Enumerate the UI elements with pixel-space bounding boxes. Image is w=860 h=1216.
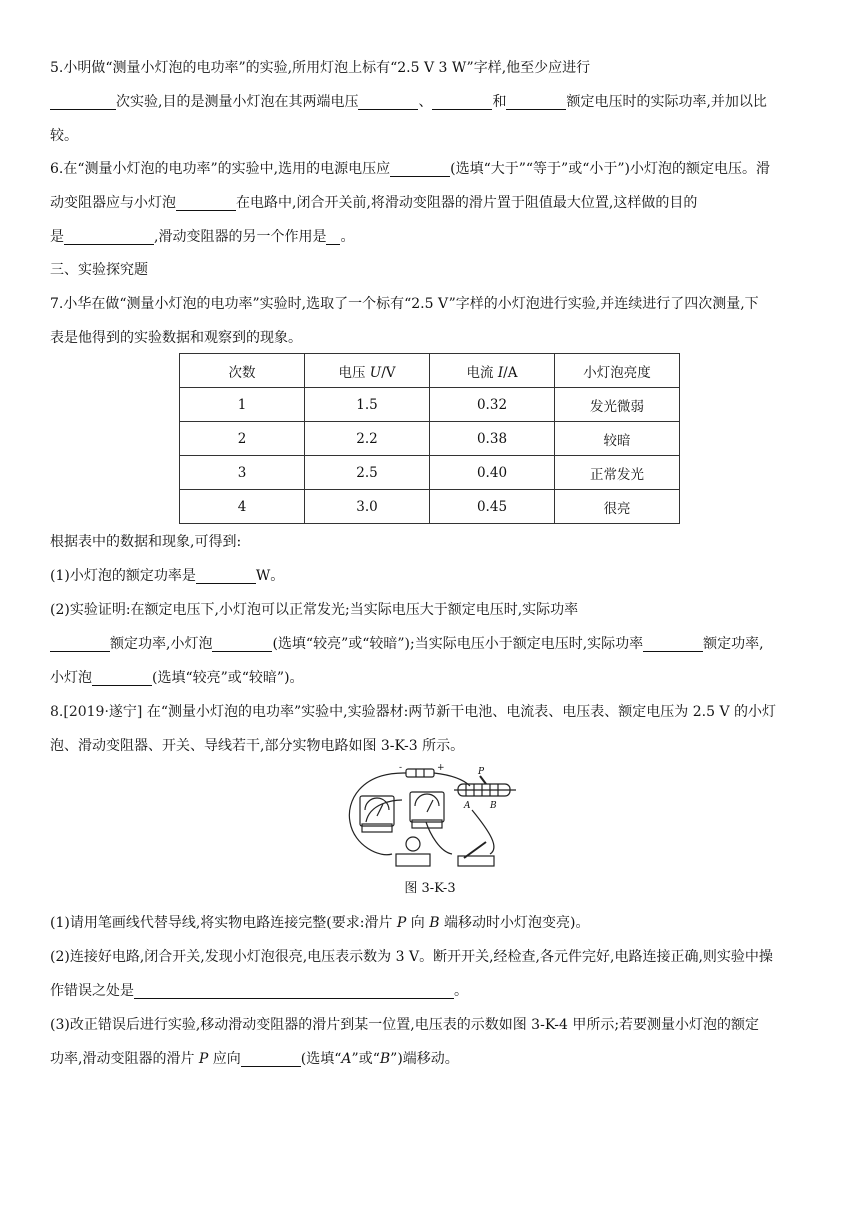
table-cell: 2.5 [305,456,430,490]
q8-part1: (1)请用笔画线代替导线,将实物电路连接完整(要求:滑片 P 向 B 端移动时小灯泡变亮)。 [50,915,590,931]
q5-line2: 次实验,目的是测量小灯泡在其两端电压 、 和 额定电压时的实际功率,并加以比 [50,85,812,119]
table-cell: 2 [180,422,305,456]
table-cell: 2.2 [305,422,430,456]
table-cell: 3.0 [305,490,430,524]
section-title: 三、实验探究题 [50,262,148,278]
table-header-row [180,354,680,388]
ammeter-icon [360,796,394,826]
table-cell: 发光微弱 [555,388,680,422]
table-cell: 1.5 [305,388,430,422]
table-cell: 较暗 [555,422,680,456]
answer-blank[interactable] [176,192,236,211]
question-8 [50,695,812,763]
question-6 [50,152,812,254]
q8-line1: 8.[2019·遂宁] 在“测量小灯泡的电功率”实验中,实验器材:两节新干电池、电流表、电压表、额定电压为 2.5 V 的小灯 [50,704,777,720]
table-row [180,388,680,422]
q7-part2-line2: 额定功率,小灯泡 (选填“较亮”或“较暗”);当实际电压小于额定电压时,实际功率 额定功率, [50,627,812,661]
answer-blank[interactable] [50,633,110,652]
q8-part3-line1: (3)改正错误后进行实验,移动滑动变阻器的滑片到某一位置,电压表的示数如图 3-K-4 甲所示;若要测量小灯泡的额定 [50,1017,760,1033]
table-cell: 0.38 [430,422,555,456]
table-cell: 正常发光 [555,456,680,490]
answer-blank[interactable] [241,1048,301,1067]
q7-part1: (1)小灯泡的额定功率是 W。 [50,559,812,593]
svg-text:-: - [399,763,403,773]
wire [366,800,402,822]
svg-text:B: B [490,801,497,811]
table-cell: 0.32 [430,388,555,422]
question-8-parts [50,906,812,1076]
lamp-base-icon [396,854,430,866]
question-7 [50,287,812,355]
voltmeter-icon [410,792,444,822]
q7-part2-line3: 小灯泡 (选填“较亮”或“较暗”)。 [50,661,812,695]
question-7-parts [50,525,812,695]
answer-blank[interactable] [196,565,256,584]
answer-blank[interactable] [358,91,418,110]
circuit-figure [340,762,520,874]
answer-blank[interactable] [390,158,450,177]
table-row [180,456,680,490]
wire [426,822,452,854]
q7-line2: 表是他得到的实验数据和观察到的现象。 [50,330,302,346]
table-cell: 0.45 [430,490,555,524]
answer-blank[interactable] [506,91,566,110]
column-header: 小灯泡亮度 [555,354,680,388]
table-cell: 4 [180,490,305,524]
svg-text:+: + [437,763,445,773]
q5-line3: 较。 [50,128,78,144]
table-cell: 3 [180,456,305,490]
column-header: 电流 I/A [430,354,555,388]
switch-base-icon [458,856,494,866]
q7-part2-line1: (2)实验证明:在额定电压下,小灯泡可以正常发光;当实际电压大于额定电压时,实际功率 [50,602,579,618]
q6-line1: 6.在“测量小灯泡的电功率”的实验中,选用的电源电压应 (选填“大于”“等于”或“小于”)小灯泡的额定电压。滑 [50,152,812,186]
wire [472,810,494,854]
table-cell: 很亮 [555,490,680,524]
lamp-icon [406,837,420,851]
answer-blank[interactable] [212,633,272,652]
table-row [180,490,680,524]
q6-line2: 动变阻器应与小灯泡 在电路中,闭合开关前,将滑动变阻器的滑片置于阻值最大位置,这样做的目的 [50,186,812,220]
q5-line1: 5.小明做“测量小灯泡的电功率”的实验,所用灯泡上标有“2.5 V 3 W”字样,他至少应进行 [50,60,591,76]
svg-text:A: A [464,801,471,811]
source-tag: 8.[2019·遂宁] [50,704,143,720]
table-cell: 0.40 [430,456,555,490]
question-5 [50,51,812,153]
q8-line2: 泡、滑动变阻器、开关、导线若干,部分实物电路如图 3-K-3 所示。 [50,738,465,754]
answer-blank[interactable] [326,226,340,245]
q8-part2-line2: 作错误之处是 。 [50,974,812,1008]
q7-after-table: 根据表中的数据和现象,可得到: [50,534,242,550]
answer-blank[interactable] [64,226,154,245]
answer-blank[interactable] [432,91,492,110]
q7-line1: 7.小华在做“测量小灯泡的电功率”实验时,选取了一个标有“2.5 V”字样的小灯泡进行实验,并连续进行了四次测量,下 [50,296,759,312]
table-row [180,422,680,456]
svg-text:P: P [478,767,485,777]
column-header: 次数 [180,354,305,388]
column-header: 电压 U/V [305,354,430,388]
q8-part3-line2: 功率,滑动变阻器的滑片 P 应向 (选填“A”或“B”)端移动。 [50,1042,812,1076]
battery-icon [406,769,434,777]
answer-blank[interactable] [50,91,116,110]
answer-blank[interactable] [134,980,454,999]
q8-part2-line1: (2)连接好电路,闭合开关,发现小灯泡很亮,电压表示数为 3 V。断开开关,经检查,各元件完好,电路连接正确,则实验中操 [50,949,773,965]
answer-blank[interactable] [643,633,703,652]
answer-blank[interactable] [92,667,152,686]
figure-caption: 图 3-K-3 [404,881,456,896]
table-cell: 1 [180,388,305,422]
data-table [179,353,680,524]
q6-line3: 是 ,滑动变阻器的另一个作用是 。 [50,220,812,254]
